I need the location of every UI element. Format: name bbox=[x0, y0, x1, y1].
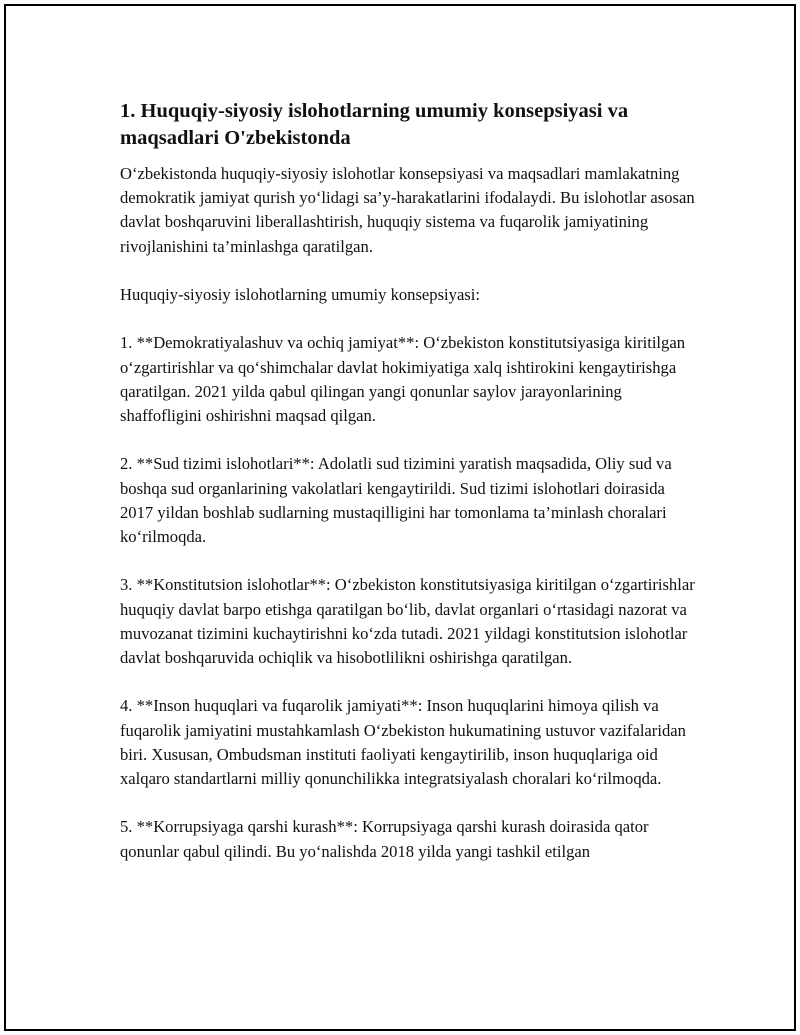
document-title: 1. Huquqiy-siyosiy islohotlarning umumiy konsepsiyasi va maqsadlari O'zbekistonda bbox=[120, 100, 629, 149]
paragraph-intro: O‘zbekistonda huquqiy-siyosiy islohotlar konsepsiyasi va maqsadlari mamlakatning demokratik jamiyat qurish yo‘lidagi sa’y-harakatlarini ifodalaydi. Bu islohotlar asosan davlat boshqaruvini liberallashtirish, huquqiy sistema va fuqarolik jamiyatining rivojlanishini ta’minlashga qaratilgan. bbox=[120, 164, 695, 256]
paragraph-item-3: 3. **Konstitutsion islohotlar**: O‘zbekiston konstitutsiyasiga kiritilgan o‘zgartirishlar huquqiy davlat barpo etishga qaratilgan bo‘lib, davlat organlari o‘rtasidagi nazorat va muvozanat tizimini kuchaytirishni ko‘zda tutadi. 2021 yildagi konstitutsion islohotlar davlat boshqaruvida ochiqlik va hisobotlilikni oshirishga qaratilgan. bbox=[120, 575, 695, 667]
document-body bbox=[120, 98, 695, 888]
paragraph-concept-heading: Huquqiy-siyosiy islohotlarning umumiy konsepsiyasi: bbox=[120, 285, 480, 304]
document-page bbox=[4, 4, 796, 1031]
paragraph-item-4: 4. **Inson huquqlari va fuqarolik jamiyati**: Inson huquqlarini himoya qilish va fuqarolik jamiyatini mustahkamlash O‘zbekiston hukumatining ustuvor vazifalaridan biri. Xususan, Ombudsman instituti faoliyati kengaytirilib, inson huquqlariga oid xalqaro standartlarni milliy qonunchilikka integratsiyalash choralari ko‘rilmoqda. bbox=[120, 696, 686, 788]
paragraph-item-2: 2. **Sud tizimi islohotlari**: Adolatli sud tizimini yaratish maqsadida, Oliy sud va boshqa sud organlarining vakolatlari kengaytirildi. Sud tizimi islohotlari doirasida 2017 yildan boshlab sudlarning mustaqilligini har tomonlama ta’minlash choralari ko‘rilmoqda. bbox=[120, 454, 672, 546]
paragraph-item-1: 1. **Demokratiyalashuv va ochiq jamiyat**: O‘zbekiston konstitutsiyasiga kiritilgan o‘zgartirishlar va qo‘shimchalar davlat hokimiyatiga xalq ishtirokini kengaytirishga qaratilgan. 2021 yilda qabul qilingan yangi qonunlar saylov jarayonlarining shaffofligini oshirishni maqsad qilgan. bbox=[120, 333, 686, 425]
paragraph-item-5: 5. **Korrupsiyaga qarshi kurash**: Korrupsiyaga qarshi kurash doirasida qator qonunlar qabul qilindi. Bu yo‘nalishda 2018 yilda yangi tashkil etilgan bbox=[120, 817, 649, 861]
